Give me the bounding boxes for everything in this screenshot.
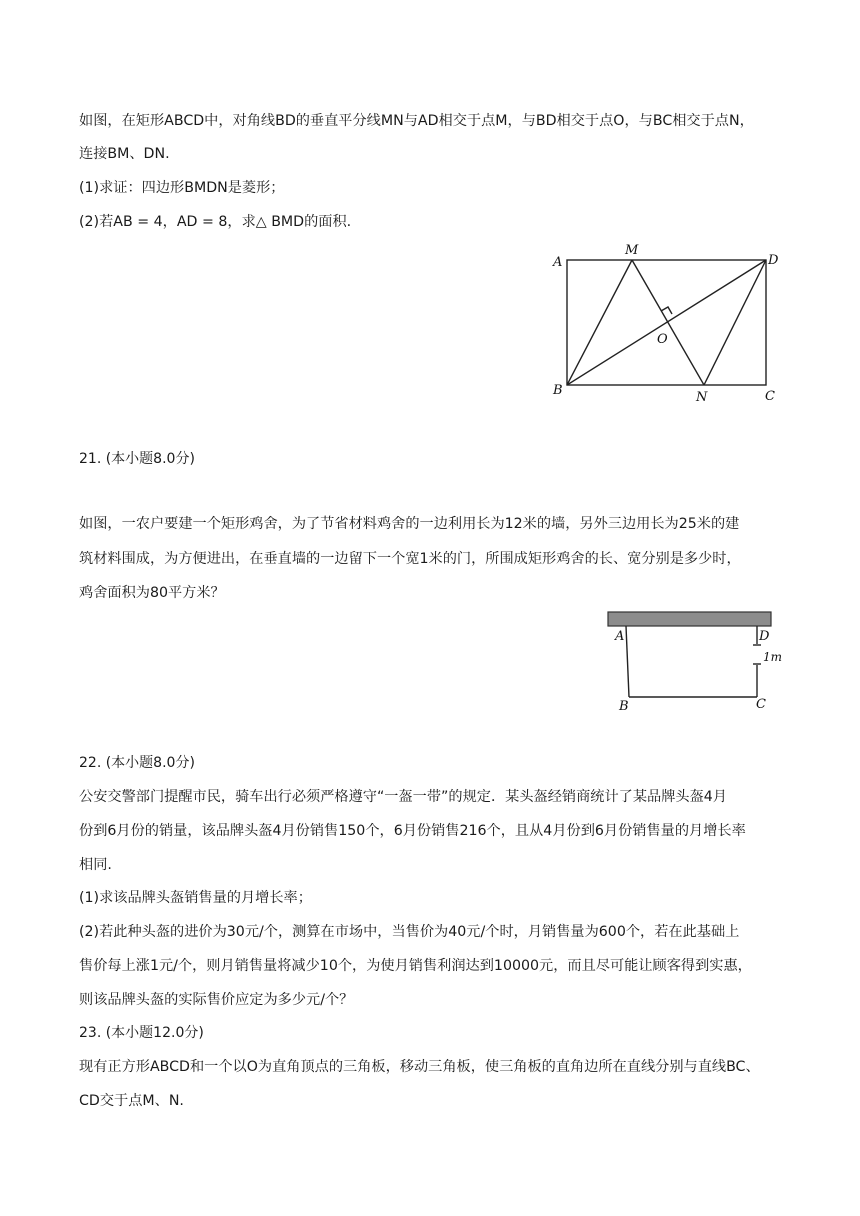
label-c: C [756, 697, 766, 712]
label-m: M [625, 243, 639, 258]
segment-bm [567, 260, 632, 385]
problem21-text-line2: 筑材料围成，为方便进出，在垂直墙的一边留下一个宽1米的门，所围成矩形鸡舍的长、宽分别是多少时， [79, 551, 741, 567]
problem22-text-line2: 份到6月份的销量，该品牌头盔4月份销售150个，6月份销售216个，且从4月份到6月份销售量的月增长率 [79, 823, 746, 839]
label-b: B [553, 383, 563, 398]
side-ab [626, 626, 629, 697]
problem22-text-line3: 相同. [79, 857, 112, 873]
label-o: O [657, 332, 668, 347]
problem20-part2: (2)若AB = 4，AD = 8，求△ BMD的面积. [79, 214, 352, 230]
problem20-text-line1: 如图，在矩形ABCD中，对角线BD的垂直平分线MN与AD相交于点M，与BD相交于点O，与BC相交于点N， [79, 113, 754, 129]
problem21-text-line3: 鸡舍面积为80平方米？ [79, 585, 225, 601]
problem22-part1: (1)求该品牌头盔销售量的月增长率； [79, 890, 312, 906]
problem23-text-line2: CD交于点M、N. [79, 1093, 184, 1109]
problem22-text-line1: 公安交警部门提醒市民，骑车出行必须严格遵守“一盔一带”的规定．某头盔经销商统计了某品牌头盔4月 [79, 789, 727, 805]
chicken-coop-figure [600, 605, 795, 715]
door-width-label: 1m [763, 650, 783, 664]
label-d: D [759, 629, 770, 644]
label-a: A [615, 629, 625, 644]
problem23-heading: 23. (本小题12.0分) [79, 1025, 204, 1041]
label-n: N [696, 390, 708, 405]
problem20-text-line2: 连接BM、DN. [79, 146, 170, 162]
wall-bar [608, 612, 771, 626]
diagonal-bd [567, 260, 766, 385]
label-b: B [619, 699, 629, 714]
segment-mn [632, 260, 704, 385]
label-c: C [765, 389, 775, 404]
rectangle-bmdn-figure [540, 240, 790, 410]
label-a: A [553, 255, 563, 270]
problem22-part2-line3: 则该品牌头盔的实际售价应定为多少元/个？ [79, 992, 354, 1008]
label-d: D [768, 253, 779, 268]
problem22-part2-line1: (2)若此种头盔的进价为30元/个，测算在市场中，当售价为40元/个时，月销售量为600个，若在此基础上 [79, 924, 740, 940]
problem21-text-line1: 如图，一农户要建一个矩形鸡舍，为了节省材料鸡舍的一边利用长为12米的墙，另外三边用长为25米的建 [79, 516, 740, 532]
problem22-part2-line2: 售价每上涨1元/个，则月销售量将减少10个，为使月销售利润达到10000元，而且尽可能让顾客得到实惠， [79, 958, 752, 974]
problem20-part1: (1)求证：四边形BMDN是菱形； [79, 180, 285, 196]
problem21-heading: 21. (本小题8.0分) [79, 451, 195, 467]
problem23-text-line1: 现有正方形ABCD和一个以O为直角顶点的三角板，移动三角板，使三角板的直角边所在直线分别与直线BC、 [79, 1059, 760, 1075]
problem22-heading: 22. (本小题8.0分) [79, 755, 195, 771]
